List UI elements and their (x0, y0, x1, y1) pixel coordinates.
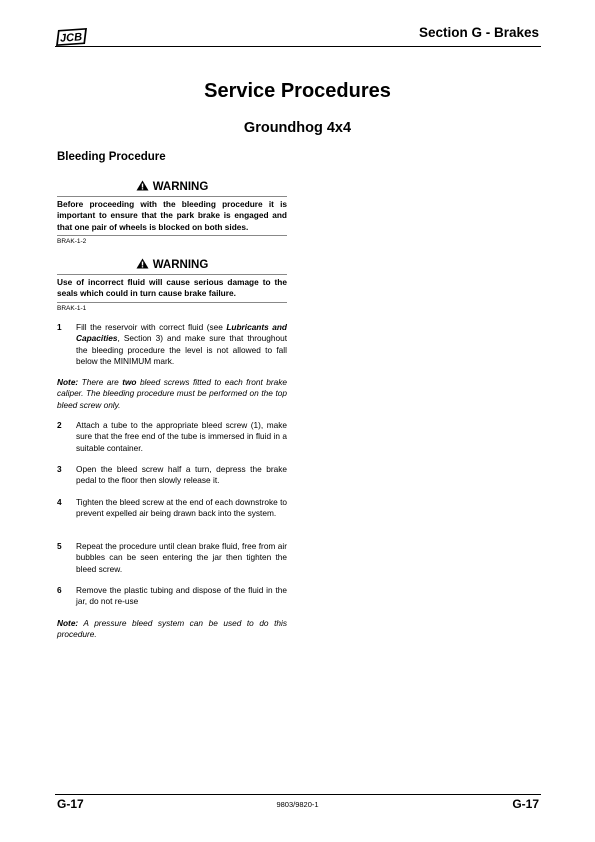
page-number-right: G-17 (512, 797, 539, 811)
step-5 (57, 541, 287, 575)
step-text: Open the bleed screw half a turn, depress the brake pedal to the floor then slowly release it. (76, 464, 287, 486)
step-text: Fill the reservoir with correct fluid (see Lubricants and Capacities, Section 3) and make sure that throughout the bleeding procedure the level is not allowed to fall below the MINIMUM mark. (76, 322, 288, 367)
warning-text: Use of incorrect fluid will cause serious damage to the seals which could in turn cause brake failure. (57, 277, 287, 299)
step-number: 4 (57, 497, 62, 507)
page-subtitle: Groundhog 4x4 (243, 120, 352, 136)
step-number: 3 (57, 464, 62, 474)
step-text: Attach a tube to the appropriate bleed screw (1), make sure that the free end of the tube is immersed in fluid in a suitable container. (76, 420, 287, 453)
warning-header (57, 180, 287, 194)
note-emphasis: two (122, 377, 137, 387)
footer-rule (55, 794, 541, 795)
warning-box-1 (57, 180, 287, 246)
step-4 (57, 497, 287, 520)
procedure-heading: Bleeding Procedure (57, 151, 166, 163)
warning-divider (57, 274, 287, 275)
note-label: Note: (57, 618, 79, 628)
page-number-left: G-17 (57, 797, 84, 811)
note-label: Note: (57, 377, 79, 387)
step-number: 2 (57, 420, 62, 430)
step-number: 6 (57, 585, 62, 595)
warning-divider (57, 302, 287, 303)
jcb-logo (55, 27, 89, 47)
svg-text:JCB: JCB (59, 31, 83, 45)
note-2: Note: A pressure bleed system can be used to do this procedure. (57, 618, 287, 640)
note-1: Note: There are two bleed screws fitted to each front brake caliper. The bleeding procedure must be performed on the top bleed screw only. (57, 377, 287, 410)
step-3 (57, 464, 287, 487)
warning-box-2 (57, 258, 287, 313)
section-title: Section G - Brakes (418, 25, 539, 40)
step-number: 5 (57, 541, 62, 551)
warning-triangle-icon (136, 258, 149, 269)
warning-triangle-icon (136, 180, 149, 191)
step-number: 1 (57, 322, 62, 332)
warning-label: WARNING (152, 181, 209, 193)
step-text: Tighten the bleed screw at the end of each downstroke to prevent expelled air being drawn back into the system. (76, 497, 287, 519)
step-6 (57, 585, 287, 608)
step-1 (57, 322, 287, 368)
document-code: 9803/9820-1 (276, 800, 319, 809)
page-title: Service Procedures (204, 80, 391, 102)
warning-text: Before proceeding with the bleeding procedure it is important to ensure that the park brake is engaged and that one pair of wheels is blocked on both sides. (57, 199, 287, 232)
warning-divider (57, 196, 287, 197)
step-2 (57, 420, 287, 454)
warning-label: WARNING (152, 259, 209, 271)
step-text: Remove the plastic tubing and dispose of the fluid in the jar, do not re-use (76, 585, 287, 607)
warning-divider (57, 235, 287, 236)
warning-code: BRAK-1-1 (57, 304, 87, 312)
warning-header (57, 258, 287, 272)
header-rule (55, 46, 541, 47)
step-text: Repeat the procedure until clean brake fluid, free from air bubbles can be seen entering the jar then tighten the bleed screw. (76, 541, 287, 574)
warning-code: BRAK-1-2 (57, 238, 87, 246)
step-emphasis: Lubricants and Capacities (76, 322, 288, 344)
